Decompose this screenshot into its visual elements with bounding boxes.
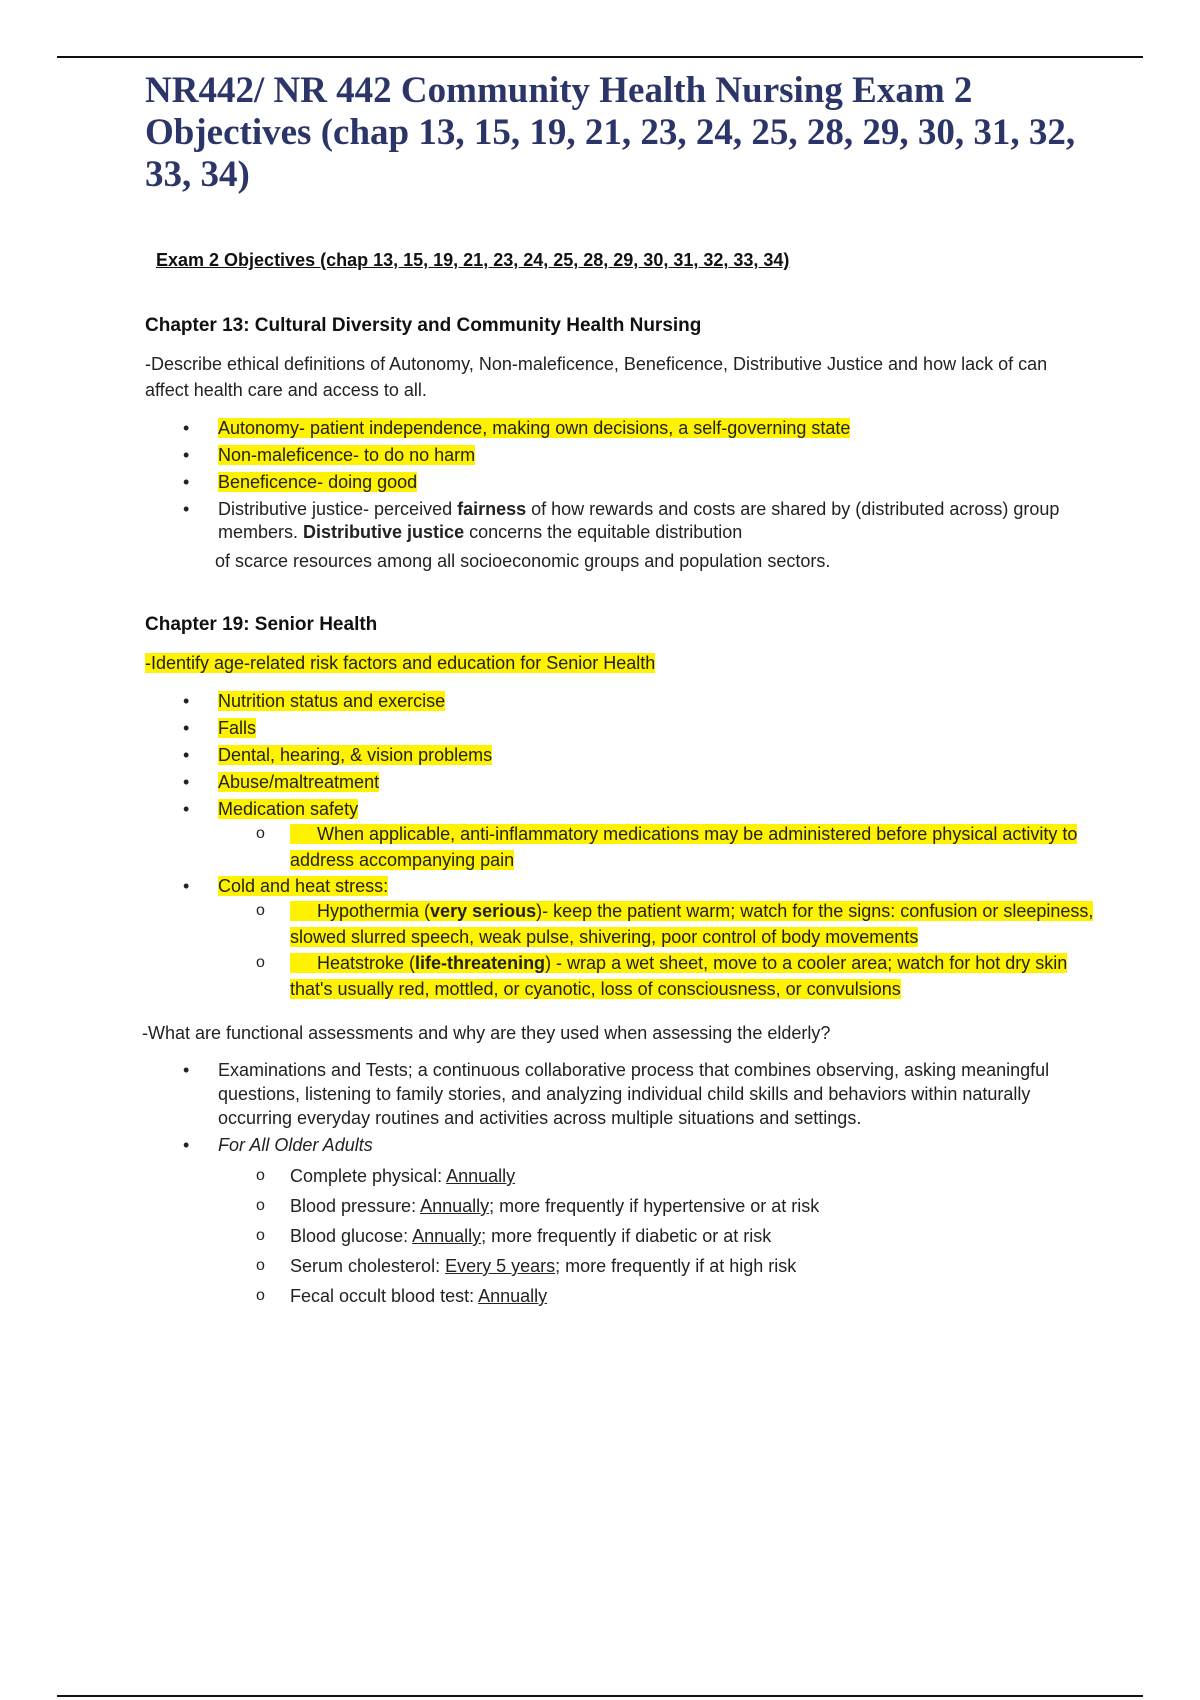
hypothermia-item: o Hypothermia (very serious)- keep the patient warm; watch for the signs: confusion or sleepiness, slowed slurred speech, weak pulse, shivering, poor control of body movements [145,898,1095,950]
list-item: • Nutrition status and exercise [145,690,1095,713]
sub-list-item: o When applicable, anti-inflammatory medications may be administered before physical activity to address accompanying pain [145,821,1095,873]
distributive-justice-continued: of scarce resources among all socioeconomic groups and population sectors. [215,551,831,571]
medication-sublist [145,821,1095,873]
screening-item: o Complete physical: Annually [145,1161,1095,1191]
functional-assessment-list [145,1058,1095,1311]
distributive-justice-item: • Distributive justice- perceived fairness of how rewards and costs are shared by (distributed across) group members. Distributive justice concerns the equitable distribution [145,498,1095,544]
list-item: • Examinations and Tests; a continuous collaborative process that combines observing, asking meaningful questions, listening to family stories, and analyzing individual child skills and behaviors within naturally occurring everyday routines and activities across multiple situations and settings. [145,1058,1095,1130]
heatstroke-item: o Heatstroke (life-threatening) - wrap a wet sheet, move to a cooler area; watch for hot dry skin that's usually red, mottled, or cyanotic, loss of consciousness, or convulsions [145,950,1095,1002]
list-item: • Abuse/maltreatment [145,771,1095,794]
chapter-19-heading: Chapter 19: Senior Health [145,614,378,635]
top-rule [57,56,1143,58]
page-title: NR442/ NR 442 Community Health Nursing Exam 2 Objectives (chap 13, 15, 19, 21, 23, 24, 25, 28, 29, 30, 31, 32, 33, 34) [145,70,1076,195]
screening-item: o Serum cholesterol: Every 5 years; more frequently if at high risk [145,1251,1095,1281]
list-item: • Autonomy- patient independence, making own decisions, a self-governing state [145,417,1095,440]
screening-item: o Blood glucose: Annually; more frequently if diabetic or at risk [145,1221,1095,1251]
chapter-13-heading: Chapter 13: Cultural Diversity and Community Health Nursing [145,315,702,336]
list-item: • Beneficence- doing good [145,471,1095,494]
temperature-sublist [145,898,1095,1002]
screening-list [145,1161,1095,1311]
document-page [142,70,1095,1315]
subtitle: Exam 2 Objectives (chap 13, 15, 19, 21, 23, 24, 25, 28, 29, 30, 31, 32, 33, 34) [156,250,790,270]
screening-item: o Blood pressure: Annually; more frequently if hypertensive or at risk [145,1191,1095,1221]
list-item: • Falls [145,717,1095,740]
screening-item: o Fecal occult blood test: Annually [145,1281,1095,1311]
list-item: • Cold and heat stress: o Hypothermia (very serious)- keep the patient warm; watch for the signs: confusion or sleepiness, slowed slurred speech, weak pulse, shivering, poor control of body movements o Heatstroke (life-threatening) - wrap a wet sheet, move to a cooler area; watch for hot dry skin that's usually red, mottled, or cyanotic, loss of consciousness, or convulsions [145,875,1095,1002]
list-item: • Medication safety o When applicable, anti-inflammatory medications may be administered before physical activity to address accompanying pain [145,798,1095,873]
list-item: • Non-maleficence- to do no harm [145,444,1095,467]
bottom-rule [57,1695,1143,1697]
senior-risk-list [145,690,1095,1002]
chapter-19-intro: -Identify age-related risk factors and education for Senior Health [145,653,656,673]
list-item: • Dental, hearing, & vision problems [145,744,1095,767]
ethics-list [145,417,1095,544]
older-adults-item: • For All Older Adults o Complete physical: Annually o Blood pressure: Annually; more frequently if hypertensive or at risk o Blood glucose: Annually; more frequently if diabetic or at risk o Serum cholesterol: Every 5 years; more frequently if at high risk o Fecal occult blood test: Annually [145,1134,1095,1311]
functional-assessment-question: -What are functional assessments and why are they used when assessing the elderly? [142,1023,831,1043]
chapter-13-intro: -Describe ethical definitions of Autonomy, Non-maleficence, Beneficence, Distributive Justice and how lack of can affect health care and access to all. [145,354,1048,400]
